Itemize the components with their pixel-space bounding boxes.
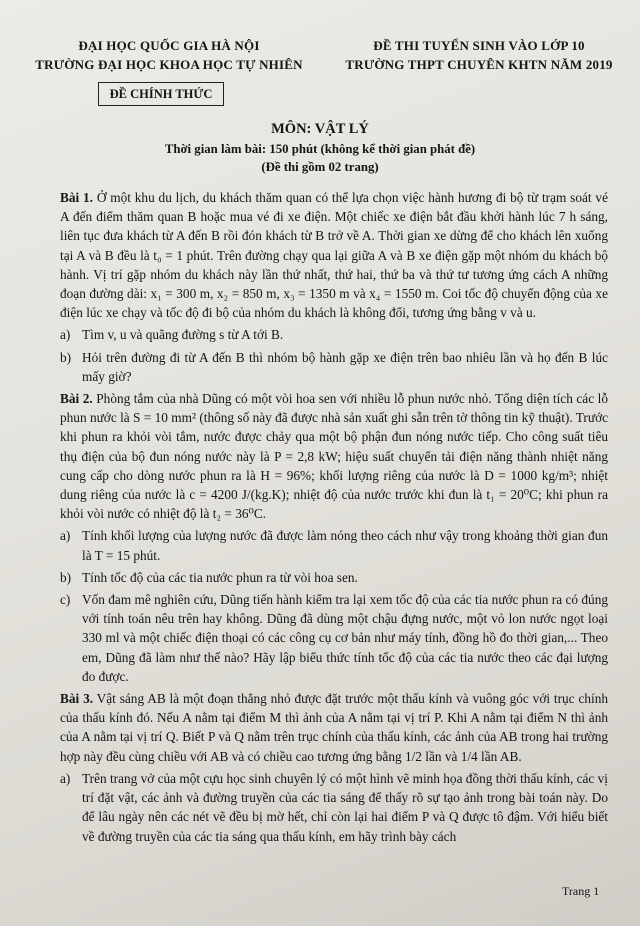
item-text: Tính tốc độ của các tia nước phun ra từ vòi hoa sen. — [82, 569, 358, 585]
exam-duration: Thời gian làm bài: 150 phút (không kể thời gian phát đề) — [164, 142, 476, 156]
item-label: a) — [60, 770, 71, 786]
problem-2 — [60, 389, 608, 523]
official-badge: ĐỀ CHÍNH THỨC — [98, 82, 224, 106]
faculty-name: TRƯỜNG ĐẠI HỌC KHOA HỌC TỰ NHIÊN — [35, 57, 303, 72]
problem-3-text: Vật sáng AB là một đoạn thẳng nhỏ được đặt trước một thấu kính và vuông góc với trục chính của thấu kính đó. Nếu A nằm tại điểm M thì ảnh của A nằm tại vị trí P. Khi A nằm tại điểm N thì ảnh của A nằm tại vị trí Q. Biết P và Q nằm trên trục chính của thấu kính, các ảnh của AB trong hai trường hợp này đều cùng chiều với AB và có chiều cao tương ứng bằng 1/2 lần và 1/4 lần AB. — [60, 691, 608, 764]
page-number: Trang 1 — [562, 884, 600, 898]
item-label: c) — [60, 592, 71, 608]
item-label: b) — [60, 569, 72, 585]
subject-title: MÔN: VẬT LÝ — [271, 121, 369, 137]
problem-1 — [60, 188, 608, 322]
exam-title: ĐỀ THI TUYỂN SINH VÀO LỚP 10 — [373, 38, 585, 53]
page-count-note: (Đề thi gồm 02 trang) — [261, 160, 379, 174]
problem-3-item-a — [60, 769, 608, 846]
item-text: Vốn đam mê nghiên cứu, Dũng tiến hành kiểm tra lại xem tốc độ của các tia nước phun ra có đúng với tính toán nêu trên hay không. Dũng đã dùng một chậu đựng nước, một vỏ lon nước ngọt loại 330 ml và một chiếc điện thoại có các công cụ cơ bản như máy tính, đồng hồ đo thời gian,... Theo em, Dũng đã làm như thế nào? Hãy lập biểu thức tính tốc độ của các tia nước theo các đại lượng đo được. — [82, 592, 608, 684]
university-name: ĐẠI HỌC QUỐC GIA HÀ NỘI — [78, 38, 260, 53]
problem-1-text: Ở một khu du lịch, du khách thăm quan có thể lựa chọn việc hành hương đi bộ từ trạm soát vé A đến điểm thăm quan B hoặc mua vé đi xe điện. Một chiếc xe điện bắt đầu khởi hành lúc 7 h sáng, liên tục đưa khách từ A đến B rồi đón khách từ B trở về A. Thời gian xe dừng để cho khách lên xuống tại A và B đều là t₀ = 1 phút. Trên đường chạy qua lại giữa A và B xe điện gặp một nhóm du khách bộ hành. Vị trí gặp nhóm du khách này lần thứ nhất, thứ hai, thứ ba và thứ tư tương ứng cách A những đoạn đường dài: x₁ = 300 m, x₂ = 850 m, x₃ = 1350 m và x₄ = 1550 m. Coi tốc độ chuyển động của xe điện lúc xe chạy và tốc độ đi bộ của nhóm du khách là không đổi, tương ứng bằng v và u. — [60, 190, 608, 321]
problem-2-text: Phòng tắm của nhà Dũng có một vòi hoa sen với nhiều lỗ phun nước nhỏ. Tổng diện tích các lỗ phun nước là S = 10 mm² (thông số này đã được nhà sản xuất ghi sẵn trên tờ thông tin kỹ thuật). Trước khi phun ra khỏi vòi tắm, nước được chảy qua một bộ phận đun nóng nước tiếp. Cho công suất tiêu thụ điện của bộ đun nóng nước này là P = 2,8 kW; hiệu suất chuyển tải điện năng thành nhiệt năng cung cấp cho dòng nước phun ra là H = 96%; khối lượng riêng của nước là D = 1000 kg/m³; nhiệt dung riêng của nước là c = 4200 J/(kg.K); nhiệt độ của nước trước khi đun là t₁ = 20⁰C; khi phun ra khỏi vòi nước có nhiệt độ là t₂ = 36⁰C. — [60, 391, 608, 522]
item-label: a) — [60, 327, 71, 343]
problem-2-item-b — [60, 568, 608, 587]
item-text: Trên trang vở của một cựu học sinh chuyên lý có một hình vẽ minh họa đồng thời thấu kính, các vị trí đặt vật, các ảnh và đường truyền của các tia sáng để thấy rõ sự tạo ảnh trong bài toán này. Do để lâu ngày nên các nét vẽ đều bị mờ hết, chỉ còn lại hai điểm P và Q được tô đậm. Với hiểu biết về đường truyền của các tia sáng qua thấu kính, em hãy trình bày cách — [82, 770, 608, 844]
problem-2-item-a — [60, 526, 608, 564]
problem-3 — [60, 689, 608, 766]
problem-2-label: Bài 2. — [60, 391, 93, 407]
problem-1-item-a — [60, 325, 608, 344]
item-label: b) — [60, 349, 72, 365]
item-text: Tìm v, u và quãng đường s từ A tới B. — [82, 327, 284, 343]
exam-body — [60, 188, 608, 849]
problem-2-item-c — [60, 590, 608, 686]
item-label: a) — [60, 528, 71, 544]
problem-1-item-b — [60, 348, 608, 386]
problem-3-label: Bài 3. — [60, 691, 94, 707]
exam-school-year: TRƯỜNG THPT CHUYÊN KHTN NĂM 2019 — [345, 57, 613, 72]
item-text: Hỏi trên đường đi từ A đến B thì nhóm bộ hành gặp xe điện trên bao nhiêu lần và họ đến B lúc mấy giờ? — [82, 349, 608, 384]
item-text: Tính khối lượng của lượng nước đã được làm nóng theo cách như vậy trong khoảng thời gian đun là T = 15 phút. — [82, 528, 608, 563]
problem-1-label: Bài 1. — [60, 190, 94, 205]
